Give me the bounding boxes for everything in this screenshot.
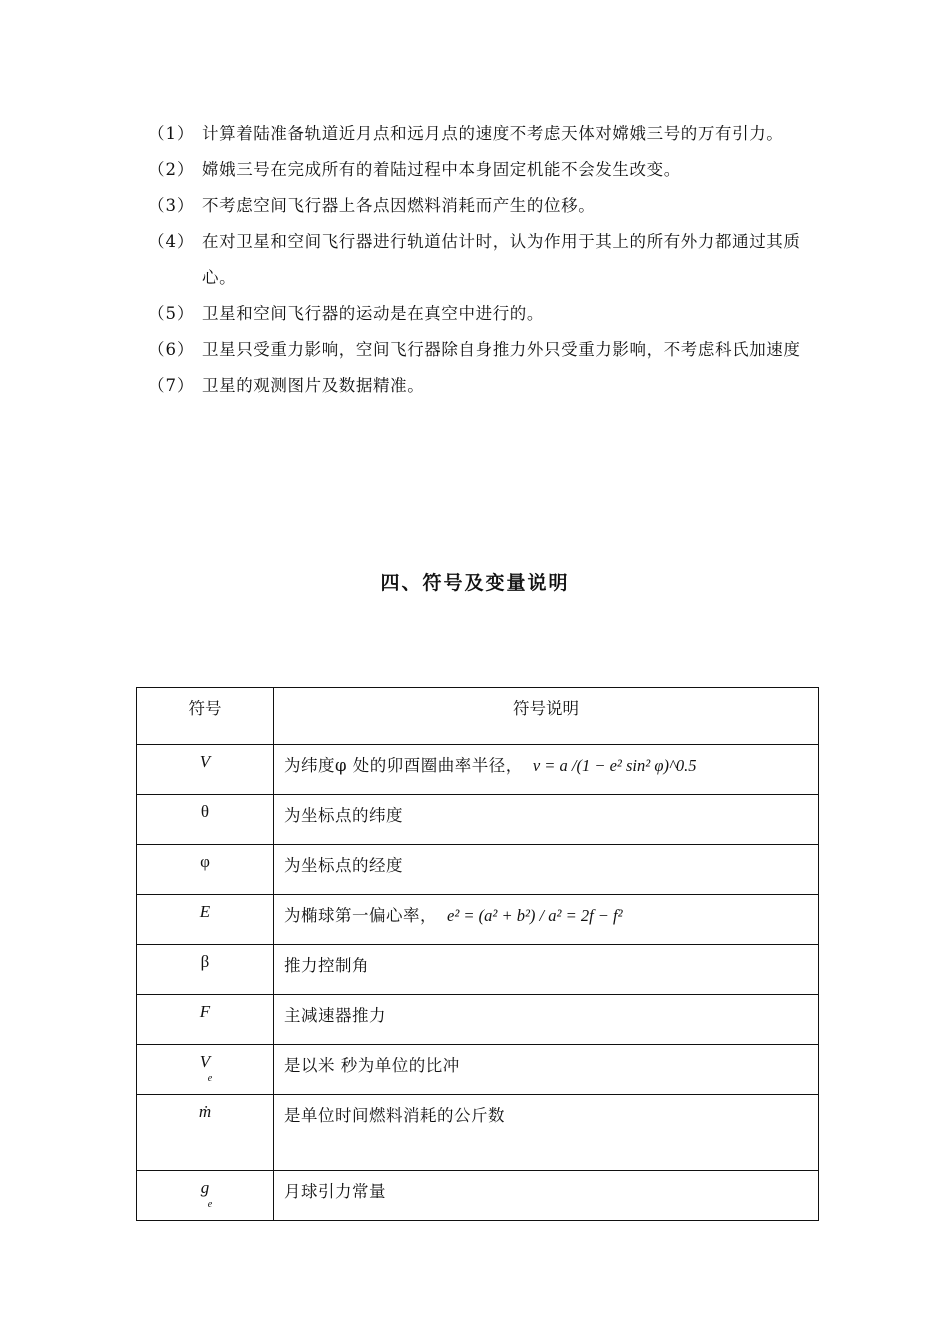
formula-text: v = a /(1 − e² sin² φ)^0.5 [532, 756, 697, 775]
table-row [137, 945, 819, 995]
assumption-list [148, 116, 820, 404]
item-number: （2） [148, 160, 195, 179]
list-item [148, 152, 820, 188]
list-item [148, 116, 820, 152]
list-item [148, 332, 820, 368]
item-number: （1） [148, 124, 195, 143]
description-cell [274, 895, 819, 945]
symbol-text: ṁ [198, 1102, 212, 1121]
symbol-subscript: e [207, 1073, 213, 1084]
table-row [137, 745, 819, 795]
item-text: 嫦娥三号在完成所有的着陆过程中本身固定机能不会发生改变。 [202, 160, 681, 179]
table-row [137, 895, 819, 945]
symbol-text: θ [200, 802, 210, 821]
section-title: 四、符号及变量说明 [380, 572, 570, 594]
item-number: （6） [148, 340, 195, 359]
header-description: 符号说明 [274, 688, 819, 745]
symbol-text: φ [200, 852, 210, 871]
list-item [148, 188, 820, 224]
description-text: 推力控制角 [284, 956, 369, 975]
table-row [137, 1095, 819, 1171]
table-row [137, 795, 819, 845]
symbol-text: F [199, 1002, 211, 1021]
symbol-cell [137, 1045, 274, 1095]
symbol-cell [137, 1171, 274, 1221]
item-text: 计算着陆准备轨道近月点和远月点的速度不考虑天体对嫦娥三号的万有引力。 [202, 124, 784, 143]
item-text: 卫星和空间飞行器的运动是在真空中进行的。 [202, 304, 544, 323]
symbol-cell [137, 845, 274, 895]
symbol-subscript: e [207, 1199, 213, 1210]
table-row [137, 845, 819, 895]
symbol-cell [137, 1095, 274, 1171]
description-text: 为坐标点的经度 [284, 856, 403, 875]
item-text: 卫星只受重力影响，空间飞行器除自身推力外只受重力影响，不考虑科氏加速度 [202, 340, 801, 359]
item-number: （7） [148, 376, 195, 395]
list-item [148, 368, 820, 404]
symbol-text: g [200, 1178, 210, 1197]
symbol-cell [137, 745, 274, 795]
symbol-table [136, 687, 819, 1221]
table-header-row [137, 688, 819, 745]
item-text: 在对卫星和空间飞行器进行轨道估计时，认为作用于其上的所有外力都通过其质心。 [202, 232, 801, 287]
description-cell [274, 745, 819, 795]
symbol-cell [137, 795, 274, 845]
symbol-cell [137, 995, 274, 1045]
description-cell [274, 995, 819, 1045]
table-row [137, 1171, 819, 1221]
symbol-text: β [200, 952, 210, 971]
item-text: 不考虑空间飞行器上各点因燃料消耗而产生的位移。 [202, 196, 596, 215]
header-symbol: 符号 [137, 688, 274, 745]
item-number: （3） [148, 196, 195, 215]
description-text: 是单位时间燃料消耗的公斤数 [284, 1106, 505, 1125]
description-text: 为椭球第一偏心率， [284, 906, 437, 925]
table-row [137, 995, 819, 1045]
item-text: 卫星的观测图片及数据精准。 [202, 376, 425, 395]
description-text: 是以米 秒为单位的比冲 [284, 1056, 460, 1075]
symbol-cell [137, 895, 274, 945]
description-cell [274, 1171, 819, 1221]
description-text: 为坐标点的纬度 [284, 806, 403, 825]
description-cell [274, 945, 819, 995]
item-number: （4） [148, 232, 195, 251]
item-number: （5） [148, 304, 195, 323]
symbol-cell [137, 945, 274, 995]
list-item [148, 296, 820, 332]
table-row [137, 1045, 819, 1095]
description-text: 为纬度φ 处的卯酉圈曲率半径， [284, 756, 523, 775]
formula-text: e² = (a² + b²) / a² = 2f − f² [447, 906, 623, 925]
symbol-text: V [199, 1052, 211, 1071]
description-cell [274, 1045, 819, 1095]
description-text: 主减速器推力 [284, 1006, 386, 1025]
description-cell [274, 1095, 819, 1171]
description-cell [274, 795, 819, 845]
symbol-text: E [199, 902, 211, 921]
description-text: 月球引力常量 [284, 1182, 386, 1201]
symbol-text: V [199, 752, 211, 771]
description-cell [274, 845, 819, 895]
list-item [148, 224, 820, 296]
